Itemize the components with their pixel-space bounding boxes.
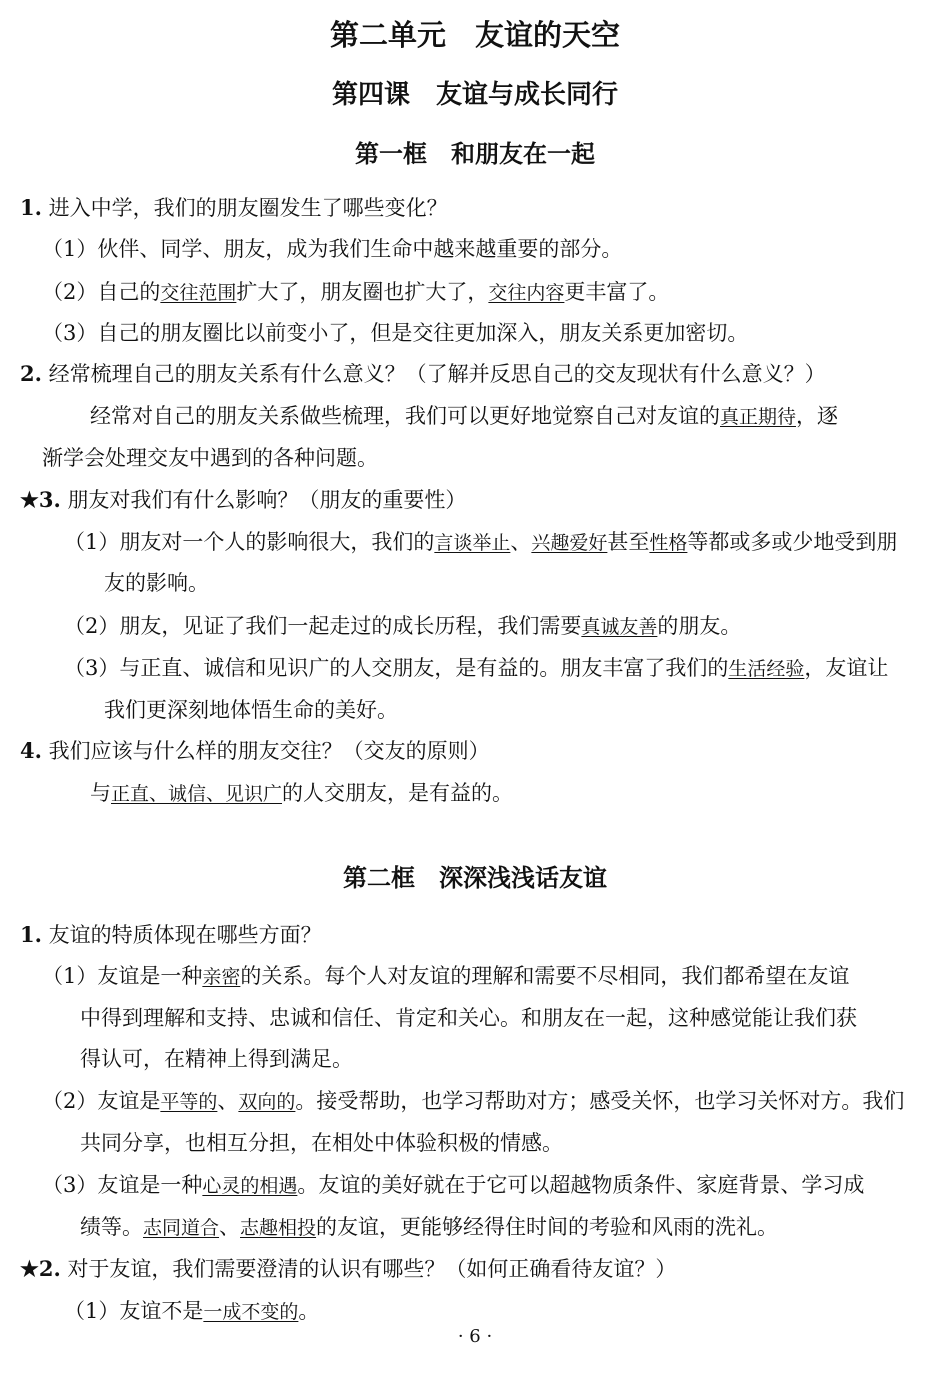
page-number: · 6 · — [457, 1326, 493, 1347]
s1-q3-answer-2: （2）朋友，见证了我们一起走过的成长历程，我们需要真诚友善的朋友。 — [64, 614, 742, 638]
s1-q3-answer-3-line-2: 我们更深刻地体悟生命的美好。 — [104, 698, 398, 722]
underlined-term: 真正期待 — [720, 406, 797, 428]
lesson-title: 第四课 友谊与成长同行 — [331, 80, 618, 110]
unit-title: 第二单元 友谊的天空 — [329, 18, 620, 52]
s2-q1-answer-2-line-1: （2）友谊是平等的、双向的。接受帮助，也学习帮助对方；感受关怀，也学习关怀对方。我们 — [42, 1089, 905, 1113]
underlined-term: 志趣相投 — [240, 1217, 317, 1239]
section-1-title: 第一框 和朋友在一起 — [355, 140, 595, 168]
s2-q1-answer-1-line-3: 得认可，在精神上得到满足。 — [80, 1047, 353, 1071]
underlined-term: 心灵的相遇 — [202, 1175, 298, 1197]
s1-q3-answer-3-line-1: （3）与正直、诚信和见识广的人交朋友，是有益的。朋友丰富了我们的生活经验，友谊让 — [64, 656, 889, 680]
underlined-term: 真诚友善 — [581, 616, 658, 638]
underlined-term: 性格 — [649, 532, 688, 554]
s2-q1-answer-1-line-1: （1）友谊是一种亲密的关系。每个人对友谊的理解和需要不尽相同，我们都希望在友谊 — [42, 964, 850, 988]
s1-q1-answer-3: （3）自己的朋友圈比以前变小了，但是交往更加深入，朋友关系更加密切。 — [42, 321, 749, 345]
s1-q2-answer-line-2: 渐学会处理交友中遇到的各种问题。 — [42, 446, 378, 470]
s1-q2-answer-line-1: 经常对自己的朋友关系做些梳理，我们可以更好地觉察自己对友谊的真正期待，逐 — [90, 404, 839, 428]
underlined-term: 双向的 — [238, 1091, 296, 1113]
s2-q1-question: 1. 友谊的特质体现在哪些方面？ — [20, 922, 322, 947]
underlined-term: 交往范围 — [160, 282, 237, 304]
underlined-term: 兴趣爱好 — [531, 532, 608, 554]
s2-q2-question: ★2. 对于友谊，我们需要澄清的认识有哪些？（如何正确看待友谊？） — [20, 1256, 677, 1281]
underlined-term: 正直、诚信、见识广 — [111, 783, 283, 805]
underlined-term: 生活经验 — [728, 658, 805, 680]
s2-q2-answer-1: （1）友谊不是一成不变的。 — [64, 1299, 320, 1323]
s1-q3-answer-1-line-1: （1）朋友对一个人的影响很大，我们的言谈举止、兴趣爱好甚至性格等都或多或少地受到朋 — [64, 530, 898, 554]
s1-q2-question: 2. 经常梳理自己的朋友关系有什么意义？（了解并反思自己的交友现状有什么意义？） — [20, 361, 826, 386]
s1-q1-question: 1. 进入中学，我们的朋友圈发生了哪些变化？ — [20, 195, 448, 220]
underlined-term: 言谈举止 — [434, 532, 511, 554]
s2-q1-answer-3-line-2: 绩等。志同道合、志趣相投的友谊，更能够经得住时间的考验和风雨的洗礼。 — [80, 1215, 779, 1239]
s1-q4-answer: 与正直、诚信、见识广的人交朋友，是有益的。 — [90, 781, 514, 805]
s1-q4-question: 4. 我们应该与什么样的朋友交往？（交友的原则） — [20, 738, 490, 763]
s1-q1-answer-2: （2）自己的交往范围扩大了，朋友圈也扩大了，交往内容更丰富了。 — [42, 280, 670, 304]
section-2-title: 第二框 深深浅浅话友谊 — [343, 864, 607, 892]
s1-q1-answer-1: （1）伙伴、同学、朋友，成为我们生命中越来越重要的部分。 — [42, 237, 623, 261]
underlined-term: 亲密 — [202, 966, 241, 988]
s1-q3-answer-1-line-2: 友的影响。 — [104, 571, 209, 595]
underlined-term: 平等的 — [160, 1091, 218, 1113]
underlined-term: 一成不变的 — [203, 1301, 299, 1323]
s2-q1-answer-1-line-2: 中得到理解和支持、忠诚和信任、肯定和关心。和朋友在一起，这种感觉能让我们获 — [80, 1006, 857, 1030]
s2-q1-answer-2-line-2: 共同分享，也相互分担，在相处中体验积极的情感。 — [80, 1131, 563, 1155]
s2-q1-answer-3-line-1: （3）友谊是一种心灵的相遇。友谊的美好就在于它可以超越物质条件、家庭背景、学习成 — [42, 1173, 865, 1197]
s1-q3-question: ★3. 朋友对我们有什么影响？（朋友的重要性） — [20, 487, 467, 512]
underlined-term: 志同道合 — [143, 1217, 220, 1239]
underlined-term: 交往内容 — [488, 282, 565, 304]
